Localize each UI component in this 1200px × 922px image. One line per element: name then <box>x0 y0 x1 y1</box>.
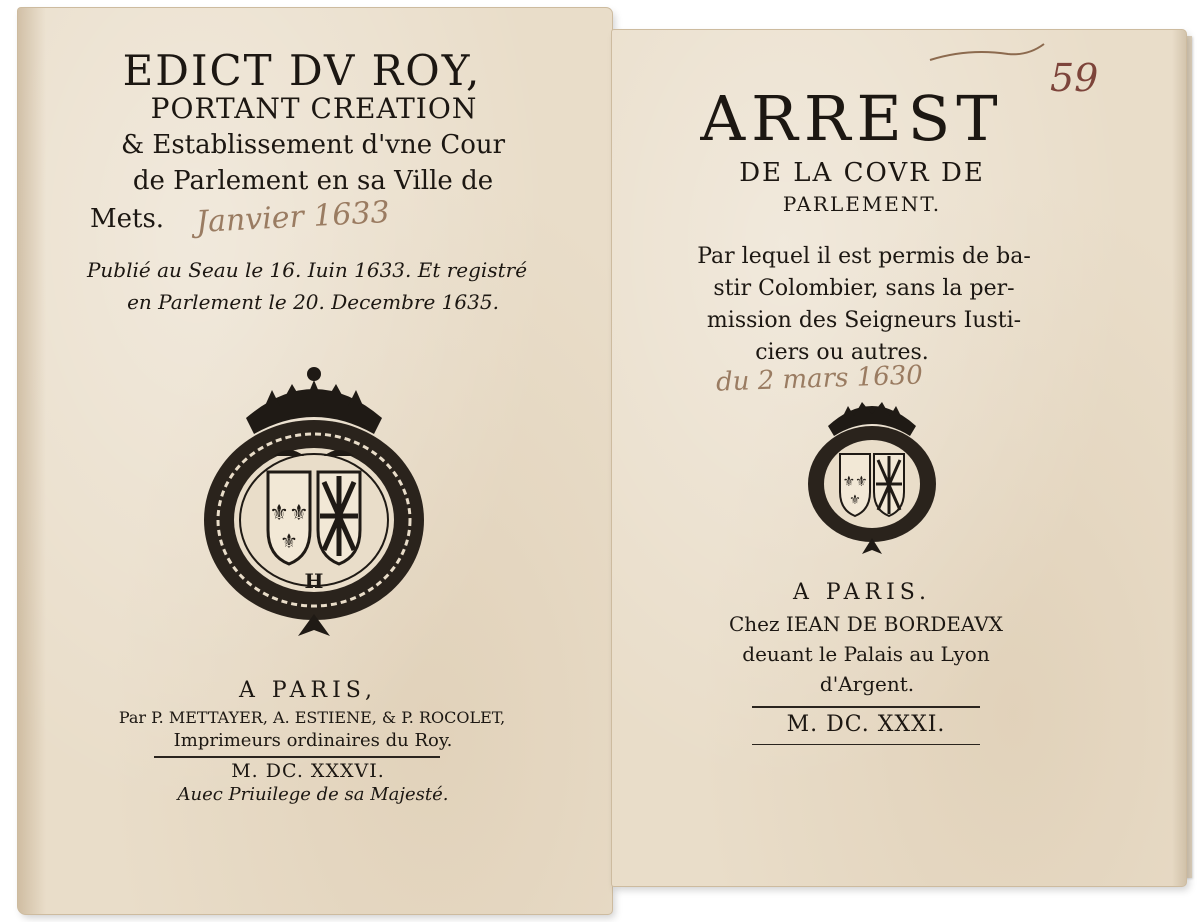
left-imprint-privilege: Auec Priuilege de sa Majesté. <box>177 784 449 805</box>
left-title-line-4: de Parlement en sa Ville de <box>132 166 494 196</box>
right-imprint-printer-line-1: Chez IEAN DE BORDEAVX <box>729 612 1003 636</box>
right-body-line-3: mission des Seigneurs Iusti- <box>706 308 1022 333</box>
left-handwritten-date: Janvier 1633 <box>195 194 391 241</box>
svg-text:H: H <box>304 569 324 593</box>
left-publication-line-1: Publié au Seau le 16. Iuin 1633. Et registré <box>86 258 528 282</box>
left-title-line-3: & Establissement d'vne Cour <box>120 130 506 160</box>
pencil-mark <box>928 38 1048 68</box>
right-title-line-3: PARLEMENT. <box>782 192 942 216</box>
left-title-line-1: EDICT DV ROY, <box>122 46 482 95</box>
left-imprint-rule <box>154 756 440 758</box>
right-body-line-1: Par lequel il est permis de ba- <box>697 244 1031 269</box>
right-imprint-rule <box>752 706 980 708</box>
left-title-line-2: PORTANT CREATION <box>150 92 478 125</box>
right-imprint-rule-bottom <box>752 744 980 745</box>
royal-coat-of-arms-woodcut <box>194 360 434 644</box>
right-title-line-1: ARREST <box>700 82 1004 155</box>
left-title-line-5: Mets. <box>90 204 165 234</box>
svg-text:⚜: ⚜ <box>849 493 861 508</box>
left-imprint-printers-role: Imprimeurs ordinaires du Roy. <box>173 730 453 751</box>
svg-text:⚜: ⚜ <box>280 529 298 553</box>
right-imprint-printer-line-2: deuant le Palais au Lyon <box>742 642 990 666</box>
left-publication-line-2: en Parlement le 20. Decembre 1635. <box>127 290 499 314</box>
left-title-page <box>18 8 612 914</box>
right-title-page <box>612 30 1186 886</box>
right-imprint-printer-line-3: d'Argent. <box>819 672 915 696</box>
small-coat-of-arms-woodcut <box>802 388 942 556</box>
left-imprint-place: A PARIS, <box>238 678 378 703</box>
right-handwritten-number: 59 <box>1050 56 1099 100</box>
right-imprint-year: M. DC. XXXI. <box>786 712 946 737</box>
right-body-line-2: stir Colombier, sans la per- <box>713 276 1015 301</box>
right-title-line-2: DE LA COVR DE <box>739 158 985 188</box>
svg-text:⚜⚜: ⚜⚜ <box>269 501 309 526</box>
svg-text:⚜⚜: ⚜⚜ <box>842 474 868 490</box>
right-imprint-place: A PARIS. <box>792 580 932 605</box>
right-body-line-4: ciers ou autres. <box>755 340 929 365</box>
right-handwritten-date: du 2 mars 1630 <box>715 360 924 398</box>
left-imprint-printers: Par P. METTAYER, A. ESTIENE, & P. ROCOLET, <box>118 708 506 727</box>
left-imprint-year: M. DC. XXXVI. <box>231 760 385 782</box>
